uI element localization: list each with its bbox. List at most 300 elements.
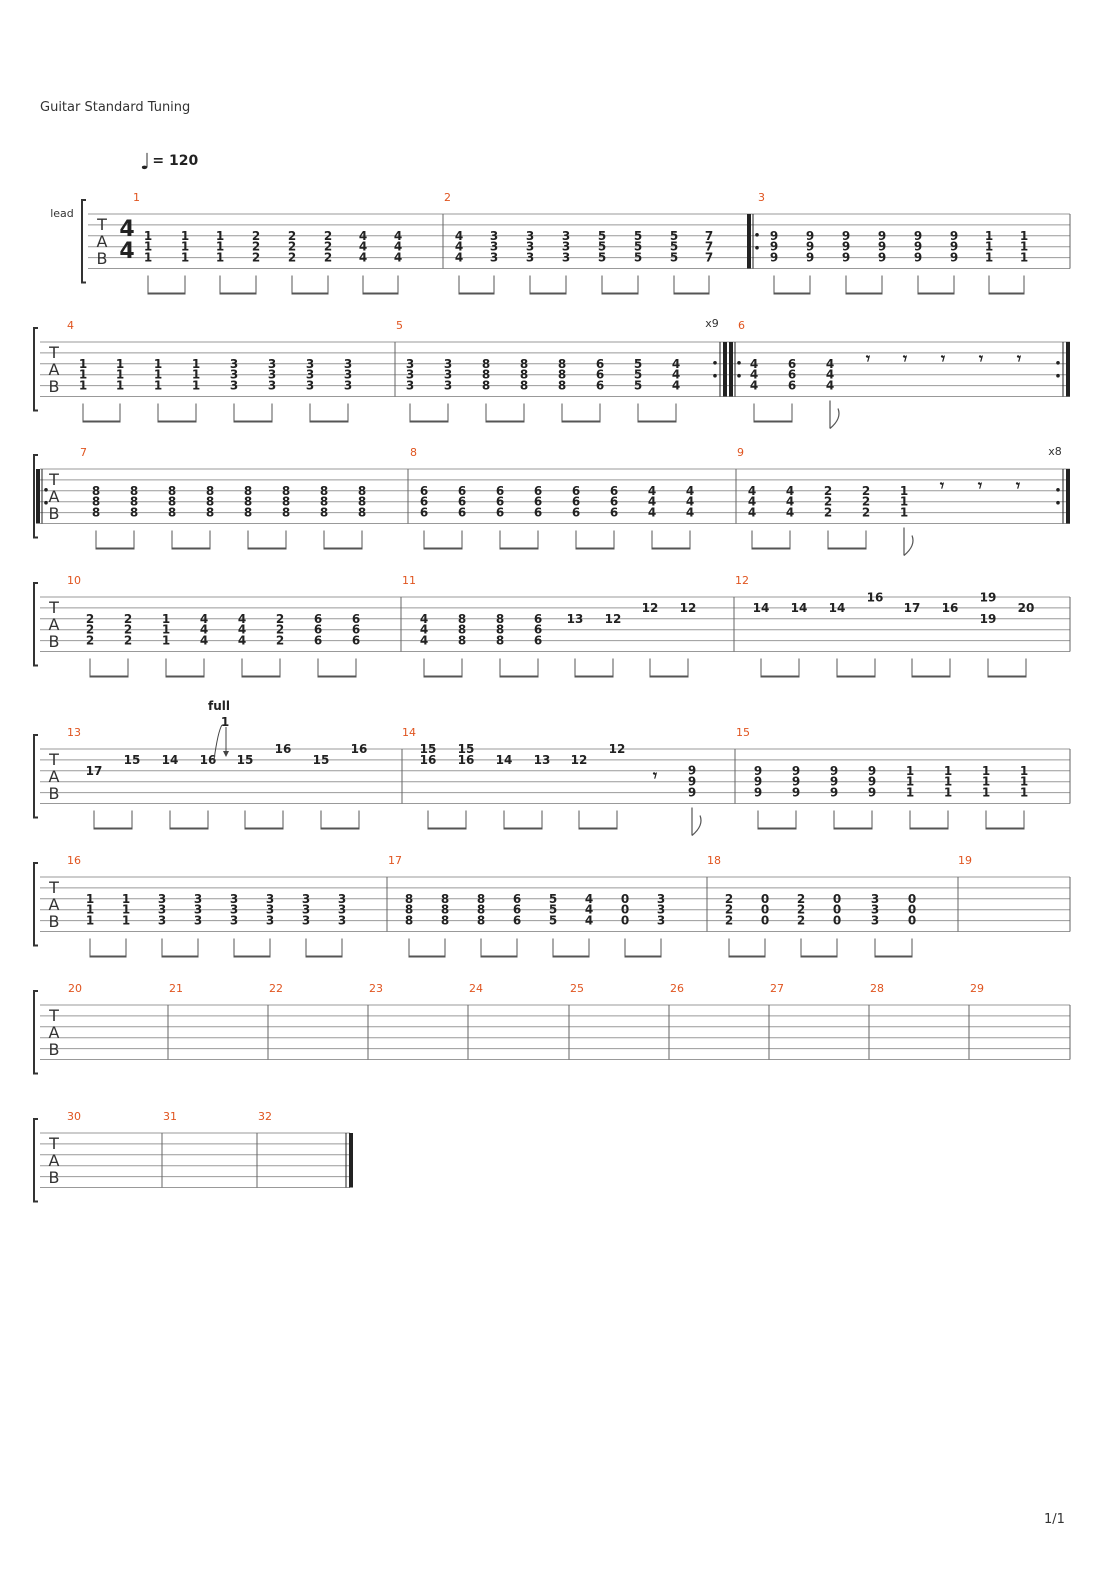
page-number: 1/1 <box>1044 1512 1065 1527</box>
beam <box>162 956 198 958</box>
fret-number: 8 <box>243 494 253 509</box>
measure-number: 20 <box>68 982 82 995</box>
fret-number: 1 <box>1019 785 1029 800</box>
fret-number: 8 <box>205 483 215 498</box>
fret-number: 9 <box>753 774 763 789</box>
measure-number: 23 <box>369 982 383 995</box>
fret-number: 0 <box>620 913 630 928</box>
fret-number: 5 <box>597 250 607 265</box>
fret-number: 2 <box>724 891 734 906</box>
fret-number: 16 <box>866 590 884 605</box>
fret-number: 0 <box>907 913 917 928</box>
tab-letter-b: B <box>48 377 60 396</box>
tab-letter-b: B <box>48 784 60 803</box>
fret-number: 0 <box>760 902 770 917</box>
fret-number: 9 <box>867 774 877 789</box>
fret-number: 0 <box>832 891 842 906</box>
fret-number: 1 <box>85 891 95 906</box>
beam <box>409 956 445 958</box>
system-bracket <box>82 200 86 283</box>
fret-number: 3 <box>337 891 347 906</box>
fret-number: 2 <box>323 228 333 243</box>
measure-number: 28 <box>870 982 884 995</box>
fret-number: 0 <box>760 913 770 928</box>
eighth-rest: 𝄾 <box>1015 476 1021 495</box>
note-flag <box>692 808 701 836</box>
fret-number: 4 <box>749 367 759 382</box>
beam <box>83 421 120 423</box>
fret-number: 5 <box>669 239 679 254</box>
fret-number: 12 <box>679 600 697 615</box>
note-flag <box>904 528 913 556</box>
beam <box>602 293 638 295</box>
beam <box>486 421 524 423</box>
fret-number: 8 <box>167 505 177 520</box>
fret-number: 8 <box>281 494 291 509</box>
fret-number: 1 <box>85 913 95 928</box>
measure-number: 16 <box>67 854 81 867</box>
fret-number: 6 <box>512 913 522 928</box>
tab-letter-b: B <box>48 504 60 523</box>
fret-number: 1 <box>191 378 201 393</box>
beam <box>158 421 196 423</box>
fret-number: 2 <box>724 902 734 917</box>
measure-number: 17 <box>388 854 402 867</box>
fret-number: 8 <box>281 483 291 498</box>
fret-number: 5 <box>669 228 679 243</box>
fret-number: 3 <box>267 367 277 382</box>
fret-number: 3 <box>561 239 571 254</box>
fret-number: 6 <box>609 483 619 498</box>
fret-number: 1 <box>191 367 201 382</box>
fret-number: 16 <box>274 742 292 756</box>
fret-number: 1 <box>121 891 131 906</box>
fret-number: 6 <box>533 633 543 648</box>
beam <box>324 548 362 550</box>
fret-number: 1 <box>121 913 131 928</box>
fret-number: 0 <box>907 902 917 917</box>
beam <box>306 956 342 958</box>
fret-number: 3 <box>229 891 239 906</box>
fret-number: 2 <box>823 483 833 498</box>
fret-number: 8 <box>167 494 177 509</box>
fret-number: 2 <box>861 505 871 520</box>
fret-number: 3 <box>343 356 353 371</box>
tab-letter-a: A <box>48 1151 60 1170</box>
fret-number: 8 <box>457 611 467 626</box>
repeat-dot <box>44 488 48 492</box>
fret-number: 8 <box>481 378 491 393</box>
beam <box>424 676 462 678</box>
fret-number: 1 <box>161 633 171 648</box>
fret-number: 4 <box>393 250 403 265</box>
beam <box>761 676 799 678</box>
beam <box>875 956 912 958</box>
beam <box>318 676 356 678</box>
fret-number: 2 <box>251 250 261 265</box>
fret-number: 6 <box>533 505 543 520</box>
fret-number: 1 <box>78 378 88 393</box>
fret-number: 19 <box>979 611 997 626</box>
fret-number: 7 <box>704 250 714 265</box>
beam <box>428 828 466 830</box>
beam <box>500 676 538 678</box>
fret-number: 8 <box>167 483 177 498</box>
fret-number: 3 <box>265 902 275 917</box>
fret-number: 6 <box>787 367 797 382</box>
fret-number: 2 <box>861 494 871 509</box>
fret-number: 5 <box>548 902 558 917</box>
tab-letter-b: B <box>48 912 60 931</box>
fret-number: 1 <box>143 250 153 265</box>
fret-number: 14 <box>752 600 770 615</box>
fret-number: 2 <box>275 622 285 637</box>
fret-number: 0 <box>620 891 630 906</box>
fret-number: 4 <box>393 228 403 243</box>
fret-number: 0 <box>832 913 842 928</box>
fret-number: 4 <box>747 505 757 520</box>
beam <box>752 548 790 550</box>
beam <box>828 548 866 550</box>
tab-letter-b: B <box>96 249 108 268</box>
fret-number: 8 <box>440 913 450 928</box>
fret-number: 9 <box>841 228 851 243</box>
fret-number: 8 <box>357 505 367 520</box>
track-name: lead <box>50 207 74 220</box>
fret-number: 4 <box>454 250 464 265</box>
beam <box>94 828 132 830</box>
fret-number: 20 <box>1017 600 1035 615</box>
fret-number: 6 <box>533 483 543 498</box>
measure-number: 22 <box>269 982 283 995</box>
fret-number: 12 <box>641 600 659 615</box>
fret-number: 7 <box>704 239 714 254</box>
fret-number: 9 <box>877 250 887 265</box>
beam <box>90 676 128 678</box>
fret-number: 8 <box>457 622 467 637</box>
fret-number: 3 <box>870 913 880 928</box>
fret-number: 7 <box>704 228 714 243</box>
fret-number: 14 <box>828 600 846 615</box>
beam <box>530 293 566 295</box>
fret-number: 4 <box>785 505 795 520</box>
fret-number: 9 <box>913 250 923 265</box>
fret-number: 6 <box>787 356 797 371</box>
fret-number: 1 <box>180 228 190 243</box>
fret-number: 4 <box>647 505 657 520</box>
fret-number: 0 <box>620 902 630 917</box>
fret-number: 1 <box>153 367 163 382</box>
tuning-label: Guitar Standard Tuning <box>40 100 191 115</box>
fret-number: 6 <box>457 483 467 498</box>
fret-number: 16 <box>941 600 959 615</box>
fret-number: 15 <box>123 752 141 767</box>
thick-barline <box>1066 342 1070 397</box>
fret-number: 1 <box>121 902 131 917</box>
measure-number: 6 <box>738 319 745 332</box>
fret-number: 8 <box>440 902 450 917</box>
beam <box>90 956 126 958</box>
fret-number: 4 <box>419 633 429 648</box>
fret-number: 6 <box>419 494 429 509</box>
fret-number: 3 <box>157 891 167 906</box>
fret-number: 1 <box>161 622 171 637</box>
fret-number: 9 <box>753 785 763 800</box>
fret-number: 19 <box>979 590 997 605</box>
beam <box>729 956 765 958</box>
fret-number: 9 <box>829 785 839 800</box>
beam <box>553 956 589 958</box>
fret-number: 8 <box>519 356 529 371</box>
fret-number: 4 <box>419 611 429 626</box>
fret-number: 6 <box>595 367 605 382</box>
eighth-rest: 𝄾 <box>865 349 871 368</box>
fret-number: 6 <box>351 622 361 637</box>
fret-number: 4 <box>199 622 209 637</box>
fret-number: 6 <box>787 378 797 393</box>
fret-number: 9 <box>913 228 923 243</box>
fret-number: 8 <box>519 378 529 393</box>
fret-number: 4 <box>199 611 209 626</box>
fret-number: 3 <box>193 913 203 928</box>
fret-number: 1 <box>943 785 953 800</box>
fret-number: 9 <box>791 763 801 778</box>
fret-number: 2 <box>251 228 261 243</box>
tab-letter-a: A <box>48 487 60 506</box>
fret-number: 4 <box>749 378 759 393</box>
measure-number: 2 <box>444 191 451 204</box>
fret-number: 8 <box>357 483 367 498</box>
repeat-dot <box>737 374 741 378</box>
fret-number: 6 <box>571 505 581 520</box>
beam <box>459 293 494 295</box>
fret-number: 9 <box>949 250 959 265</box>
fret-number: 8 <box>129 483 139 498</box>
fret-number: 9 <box>791 774 801 789</box>
fret-number: 5 <box>633 378 643 393</box>
fret-number: 3 <box>229 356 239 371</box>
thick-barline <box>723 342 727 397</box>
fret-number: 1 <box>215 239 225 254</box>
measure-number: 18 <box>707 854 721 867</box>
fret-number: 3 <box>443 378 453 393</box>
tab-letter-b: B <box>48 1168 60 1187</box>
beam <box>363 293 398 295</box>
fret-number: 8 <box>457 633 467 648</box>
fret-number: 3 <box>561 228 571 243</box>
fret-number: 4 <box>454 228 464 243</box>
fret-number: 4 <box>419 622 429 637</box>
fret-number: 3 <box>229 367 239 382</box>
bend-label: full <box>208 699 230 713</box>
fret-number: 5 <box>633 367 643 382</box>
fret-number: 1 <box>1019 250 1029 265</box>
fret-number: 8 <box>205 494 215 509</box>
beam <box>754 421 792 423</box>
repeat-dot <box>1056 374 1060 378</box>
fret-number: 16 <box>199 752 217 767</box>
fret-number: 6 <box>512 891 522 906</box>
fret-number: 3 <box>229 378 239 393</box>
tab-letter-t: T <box>49 1134 59 1153</box>
fret-number: 1 <box>161 611 171 626</box>
beam <box>837 676 875 678</box>
fret-number: 8 <box>404 891 414 906</box>
repeat-dot <box>713 374 717 378</box>
fret-number: 6 <box>609 494 619 509</box>
fret-number: 2 <box>287 228 297 243</box>
fret-number: 6 <box>313 622 323 637</box>
fret-number: 1 <box>943 763 953 778</box>
fret-number: 1 <box>220 714 230 729</box>
fret-number: 1 <box>1019 763 1029 778</box>
fret-number: 4 <box>647 483 657 498</box>
measure-number: 12 <box>735 574 749 587</box>
tab-letter-b: B <box>48 632 60 651</box>
fret-number: 5 <box>633 228 643 243</box>
beam <box>579 828 617 830</box>
beam <box>500 548 538 550</box>
beam <box>575 676 613 678</box>
measure-number: 3 <box>758 191 765 204</box>
measure-number: 30 <box>67 1110 81 1123</box>
fret-number: 5 <box>633 239 643 254</box>
fret-number: 1 <box>115 356 125 371</box>
beam <box>912 676 950 678</box>
repeat-dot <box>1056 361 1060 365</box>
fret-number: 6 <box>571 494 581 509</box>
tab-letter-a: A <box>48 360 60 379</box>
fret-number: 15 <box>419 742 437 756</box>
fret-number: 1 <box>115 378 125 393</box>
beam <box>576 548 614 550</box>
thick-barline <box>349 1133 353 1188</box>
fret-number: 9 <box>753 763 763 778</box>
measure-number: 13 <box>67 726 81 739</box>
repeat-dot <box>1056 501 1060 505</box>
fret-number: 8 <box>481 367 491 382</box>
tab-letter-a: A <box>96 232 108 251</box>
arrowhead <box>223 751 229 757</box>
fret-number: 6 <box>512 902 522 917</box>
measure-number: 31 <box>163 1110 177 1123</box>
fret-number: 0 <box>760 891 770 906</box>
fret-number: 2 <box>323 250 333 265</box>
fret-number: 3 <box>301 891 311 906</box>
fret-number: 1 <box>905 774 915 789</box>
tab-letter-a: A <box>48 767 60 786</box>
fret-number: 9 <box>913 239 923 254</box>
fret-number: 17 <box>85 763 103 778</box>
tab-letter-a: A <box>48 615 60 634</box>
fret-number: 9 <box>877 228 887 243</box>
fret-number: 3 <box>305 356 315 371</box>
fret-number: 1 <box>180 250 190 265</box>
beam <box>234 956 270 958</box>
fret-number: 3 <box>305 367 315 382</box>
fret-number: 8 <box>476 891 486 906</box>
tab-letter-b: B <box>48 1040 60 1059</box>
fret-number: 6 <box>351 611 361 626</box>
measure-number: 11 <box>402 574 416 587</box>
tab-letter-t: T <box>49 598 59 617</box>
beam <box>170 828 208 830</box>
fret-number: 12 <box>608 742 626 756</box>
fret-number: 8 <box>357 494 367 509</box>
beam <box>321 828 359 830</box>
fret-number: 3 <box>443 367 453 382</box>
thick-barline <box>729 342 733 397</box>
eighth-rest: 𝄾 <box>977 476 983 495</box>
fret-number: 2 <box>724 913 734 928</box>
fret-number: 8 <box>557 367 567 382</box>
measure-number: 29 <box>970 982 984 995</box>
beam <box>292 293 328 295</box>
fret-number: 6 <box>313 611 323 626</box>
fret-number: 3 <box>489 228 499 243</box>
tempo-value: = 120 <box>152 153 199 169</box>
eighth-rest: 𝄾 <box>902 349 908 368</box>
fret-number: 9 <box>805 250 815 265</box>
measure-number: 26 <box>670 982 684 995</box>
fret-number: 3 <box>489 250 499 265</box>
fret-number: 5 <box>633 356 643 371</box>
fret-number: 6 <box>419 483 429 498</box>
fret-number: 2 <box>823 505 833 520</box>
beam <box>310 421 348 423</box>
fret-number: 1 <box>1019 228 1029 243</box>
beam <box>148 293 185 295</box>
fret-number: 15 <box>236 752 254 767</box>
beam <box>846 293 882 295</box>
time-signature-top: 4 <box>119 217 135 242</box>
thick-barline <box>747 214 751 269</box>
measure-number: 8 <box>410 446 417 459</box>
fret-number: 2 <box>123 611 133 626</box>
fret-number: 1 <box>115 367 125 382</box>
fret-number: 4 <box>785 483 795 498</box>
fret-number: 4 <box>584 902 594 917</box>
time-signature-bottom: 4 <box>119 239 135 264</box>
fret-number: 14 <box>790 600 808 615</box>
beam <box>758 828 796 830</box>
measure-number: 4 <box>67 319 74 332</box>
fret-number: 3 <box>337 902 347 917</box>
fret-number: 8 <box>495 611 505 626</box>
fret-number: 8 <box>91 494 101 509</box>
fret-number: 3 <box>343 367 353 382</box>
repeat-dot <box>44 501 48 505</box>
fret-number: 1 <box>981 785 991 800</box>
fret-number: 2 <box>796 913 806 928</box>
beam <box>242 676 280 678</box>
tab-letter-a: A <box>48 895 60 914</box>
fret-number: 8 <box>205 505 215 520</box>
fret-number: 4 <box>749 356 759 371</box>
fret-number: 3 <box>525 250 535 265</box>
beam <box>650 676 688 678</box>
fret-number: 4 <box>393 239 403 254</box>
fret-number: 1 <box>899 483 909 498</box>
tab-letter-t: T <box>97 215 107 234</box>
fret-number: 1 <box>981 774 991 789</box>
fret-number: 1 <box>899 505 909 520</box>
fret-number: 6 <box>313 633 323 648</box>
fret-number: 2 <box>796 902 806 917</box>
thick-barline <box>36 469 40 524</box>
fret-number: 9 <box>687 774 697 789</box>
beam <box>910 828 948 830</box>
